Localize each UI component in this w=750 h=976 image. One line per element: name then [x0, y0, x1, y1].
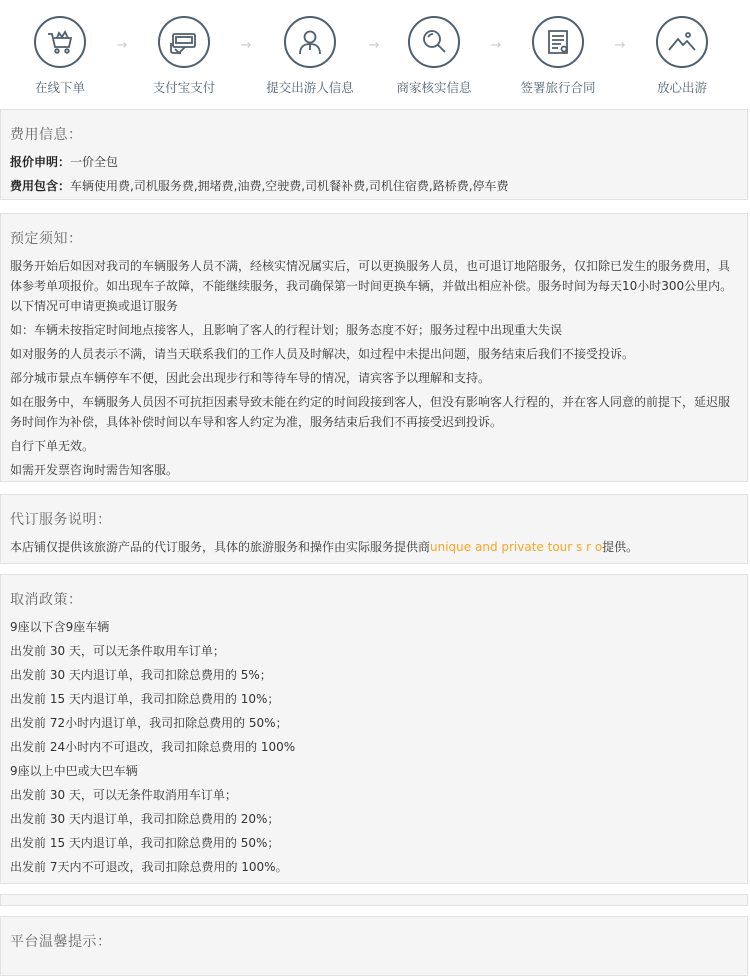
- booking-line: 自行下单无效。: [10, 439, 95, 453]
- booking-line: 服务开始后如因对我司的车辆服务人员不满，经核实情况属实后，可以更换服务人员，也可退订地陪服务，仅扣除已发生的服务费用，具体参考单项报价。如出现车子故障，不能继续服务，我司确保第一时间更换车辆，并做出相应补偿。服务时间为每天10小时300公里内。以下情况可申请更换或退订服务: [10, 259, 733, 313]
- section-title: 平台温馨提示：: [10, 934, 112, 950]
- step-label: 商家核实信息: [396, 80, 472, 95]
- person-icon: [284, 16, 336, 68]
- magnifier-icon: [408, 16, 460, 68]
- empty-section: [0, 894, 748, 906]
- include-label: 费用包含：: [10, 179, 71, 193]
- booking-line: 如需开发票咨询时需告知客服。: [10, 463, 179, 477]
- step-alipay: [124, 16, 244, 96]
- agent-text-after: 提供。: [602, 540, 639, 554]
- arrow-icon: →: [490, 38, 502, 53]
- booking-line: 如对服务的人员表示不满，请当天联系我们的工作人员及时解决，如过程中未提出问题，服务结束后我们不接受投诉。: [10, 347, 635, 361]
- booking-notice-section: [0, 213, 748, 482]
- cancellation-policy-section: [0, 574, 748, 884]
- policy-line: 出发前 15 天内退订单，我司扣除总费用的 50%；: [10, 836, 280, 850]
- quote-statement: [10, 152, 738, 172]
- include-value: 车辆使用费,司机服务费,拥堵费,油费,空驶费,司机餐补费,司机住宿费,路桥费,停车费: [70, 179, 509, 193]
- arrow-icon: →: [614, 38, 626, 53]
- policy-line: 9座以上中巴或大巴车辆: [10, 764, 138, 778]
- step-label: 签署旅行合同: [520, 80, 596, 95]
- step-label: 提交出游人信息: [266, 80, 354, 95]
- agent-service-section: [0, 494, 748, 564]
- arrow-icon: →: [116, 38, 128, 53]
- policy-line: 出发前 24小时内不可退改，我司扣除总费用的 100%: [10, 740, 296, 754]
- payment-card-icon: [158, 16, 210, 68]
- policy-line: 9座以下含9座车辆: [10, 620, 110, 634]
- section-title: 预定须知：: [10, 231, 83, 247]
- fee-included: [10, 176, 738, 196]
- section-title: 取消政策：: [10, 592, 83, 608]
- mountain-travel-icon: [656, 16, 708, 68]
- section-title: 代订服务说明：: [10, 512, 112, 528]
- step-sign-contract: [498, 16, 618, 96]
- policy-line: 出发前 7天内不可退改，我司扣除总费用的 100%。: [10, 860, 288, 874]
- policy-line: 出发前 15 天内退订单，我司扣除总费用的 10%；: [10, 692, 280, 706]
- section-title: 费用信息：: [10, 127, 83, 143]
- policy-line: 出发前 30 天，可以无条件取消用车订单；: [10, 788, 237, 802]
- step-place-order: [0, 16, 120, 96]
- provider-name: unique and private tour s r o: [430, 540, 603, 554]
- step-merchant-verify: [374, 16, 494, 96]
- policy-line: 出发前 72小时内退订单，我司扣除总费用的 50%；: [10, 716, 288, 730]
- fee-info-section: [0, 109, 748, 200]
- quote-value: 一价全包: [70, 155, 119, 169]
- contract-document-icon: [532, 16, 584, 68]
- step-enjoy-trip: [622, 16, 742, 96]
- step-label: 支付宝支付: [152, 80, 216, 95]
- step-label: 在线下单: [34, 80, 85, 95]
- policy-line: 出发前 30 天内退订单，我司扣除总费用的 20%；: [10, 812, 280, 826]
- arrow-icon: →: [240, 38, 252, 53]
- policy-line: 出发前 30 天，可以无条件取用车订单；: [10, 644, 225, 658]
- process-steps: [0, 0, 750, 108]
- booking-line: 部分城市景点车辆停车不便，因此会出现步行和等待车导的情况，请宾客予以理解和支持。: [10, 371, 491, 385]
- policy-line: 出发前 30 天内退订单，我司扣除总费用的 5%；: [10, 668, 272, 682]
- shopping-cart-icon: [34, 16, 86, 68]
- quote-label: 报价申明：: [10, 155, 71, 169]
- booking-line: 如在服务中，车辆服务人员因不可抗拒因素导致未能在约定的时间段接到客人，但没有影响客人行程的，并在客人同意的前提下，延迟服务时间作为补偿，具体补偿时间以车导和客人约定为准，服务结束后我们不再接受迟到投诉。: [10, 395, 731, 429]
- step-label: 放心出游: [656, 80, 707, 95]
- step-traveler-info: [250, 16, 370, 96]
- arrow-icon: →: [368, 38, 380, 53]
- agent-description: [10, 537, 738, 557]
- booking-line: 如：车辆未按指定时间地点接客人，且影响了客人的行程计划；服务态度不好；服务过程中出现重大失误: [10, 323, 563, 337]
- agent-text-before: 本店铺仅提供该旅游产品的代订服务，具体的旅游服务和操作由实际服务提供商: [10, 540, 431, 554]
- platform-tips-section: [0, 916, 748, 976]
